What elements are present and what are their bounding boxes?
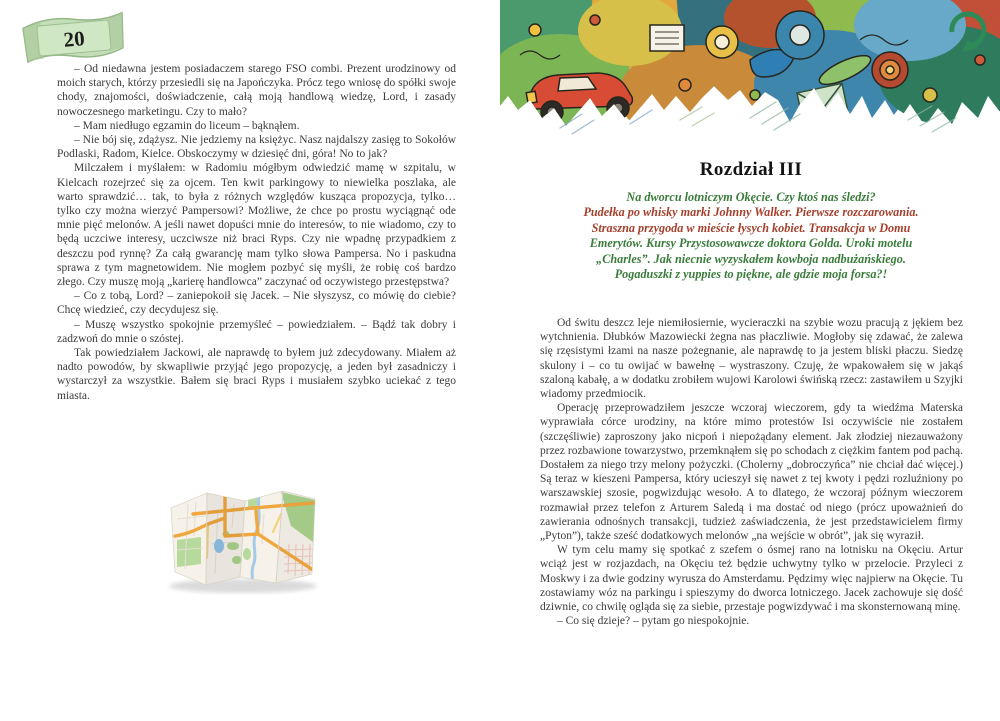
paragraph: – Mam niedługo egzamin do liceum – bąknąłem. [74,119,300,132]
doodle-banner-illustration [500,0,1000,142]
doodle-collage-icon [500,0,1000,142]
summary-line: Pudełka po whisky marki Johnny Walker. Pierwsze rozczarowania. [583,205,919,220]
banknote-icon [16,8,132,68]
summary-line: Pogaduszki z yuppies to piękne, ale gdzie moja forsa?! [614,267,888,282]
map-icon [163,484,323,598]
paragraph: W tym celu mamy się spotkać z szefem o ósmej rano na lotnisku na Okęciu. Artur wciąż jest w rozjazdach, na Okęciu też będzie uchwytny tylko w przelocie. Przyleci z Moskwy i za dwie godziny wyrusza do Amsterdamu. Pędzimy więc najpierw na Okęcie. Tu zostawiamy wóz na parkingu i spieszymy do dworca lotniczego. Jacek zachowuje się dość dziwnie, co chwilę ogląda się za siebie, przestaje pogwizdywać i ma skonsternowaną minę. [540,544,963,614]
left-page-text [57,62,456,403]
chapter-title: Rozdział III [699,158,803,180]
paragraph: Od świtu deszcz leje niemiłosiernie, wycieraczki na szybie wozu pracują z jękiem bez wytchnienia. Dłubków Mazowiecki żegna nas płaczliwie. Mogłoby się zdawać, że zalewa się rzęsistymi łzami na nasze pożegnanie, ale naprawdę to ja jestem bliski płaczu. Siedzę skulony i – co tu owijać w bawełnę – wystraszony. Czuję, że wpakowałem się w jakąś szaloną kabałę, a w dodatku zrobiłem wujowi Karolowi świńską rzecz: zastawiłem u Szyjki wiadomy przedmiocik. [540,317,963,401]
paragraph: – Muszę wszystko spokojnie przemyśleć – powiedziałem. – Bądź tak dobry i zadzwoń do mnie o szóstej. [57,318,456,345]
paragraph: Operację przeprowadziłem jeszcze wczoraj wieczorem, gdy ta wiedźma Materska wyprawiała córce urodziny, na które mimo protestów Isi oczywiście nie zostałem (szczęśliwie) zaproszony jako nicpoń i niepożądany element. Jak złodziej niezauważony przez rozbawione towarzystwo, przemknąłem się po schodach z ciężkim fantem pod pachą. Dostałem za niego trzy melony pożyczki. (Cholerny „dobroczyńca” nie chciał dać więcej.) Są teraz w kieszeni Pampersa, który ucieszył się nawet z tej kwoty i pędzi rozluźniony po warszawskiej szosie, pogwizdując wesoło. A to dlatego, że wczoraj późnym wieczorem rozmawiał przez telefon z Arturem Saledą i ma dostać od niego (prócz upoważnień do zawierania odnośnych transakcji, tudzież zaświadczenia, że jest przedstawicielem firmy „Pyton”), także sześć dodatkowych melonów „na wejście w obrót”, jak się wyraził. [540,402,963,543]
paragraph: – Od niedawna jestem posiadaczem starego FSO combi. Prezent urodzinowy od moich starych, którzy przesiedli się na Japończyka. Prócz tego wniosę do spółki swoje chody, znajomości, doświadczenie, całą moją handlową wiedzę, Lord, i zasady nowoczesnego marketingu. Czy to mało? [57,63,456,118]
banknote-page-number [16,8,132,68]
summary-line: „Charles”. Jak niecnie wyzyskałem kowboja nadbużańskiego. [596,251,906,266]
summary-line: Straszna przygoda w mieście łysych kobiet. Transakcja w Domu [591,220,911,235]
summary-line: Na dworcu lotniczym Okęcie. Czy ktoś nas śledzi? [626,190,876,204]
paragraph: – Co z tobą, Lord? – zaniepokoił się Jacek. – Nie słyszysz, co mówię do ciebie? Chcę wiedzieć, czy decydujesz się. [57,290,456,317]
right-page-text [540,316,963,628]
page-number-text: 20 [62,26,86,52]
paragraph: – Co się dzieje? – pytam go niespokojnie. [557,615,750,628]
folded-map-illustration [163,484,323,598]
paragraph: Tak powiedziałem Jackowi, ale naprawdę to byłem już zdecydowany. Miałem aż nadto powodów, by skwapliwie przyjąć jego propozycję, a jeden był zasadniczy i wystarczył za wszystkie. Bałem się braci Ryps i musiałem szybko uciekać z tego miasta. [57,347,456,402]
chapter-summary [528,190,974,282]
paragraph: Milczałem i myślałem: w Radomiu mógłbym odwiedzić mamę w szpitalu, w Kielcach rozejrzeć się za ojcem. Ten kwit parkingowy to niewielka poszlaka, ale warto sprawdzić… tak, to była z różnych względów kusząca propozycja, tylko… tylko czy można wierzyć Pampersowi? Możliwe, że chce po prostu wyciągnąć ode mnie pięć melonów. A jeśli nawet dopuści mnie do interesów, to nie wiadomo, czy to będą uczciwe interesy, uczciwsze niż braci Ryps. Czy nie wpadnę przypadkiem z deszczu pod rynnę? Za całą gwarancję mam tylko słowa Pampersa. No i paskudna sprawa z tym magnetowidem. Nie mogłem pozbyć się myśli, że robię coś bardzo złego. Czy muszę moją „karierę handlowca” zaczynać od oczywistego przestępstwa? [57,162,456,289]
paragraph: – Nie bój się, zdążysz. Nie jedziemy na księżyc. Nasz najdalszy zasięg to Sokołów Podlaski, Radom, Kielce. Obskoczymy w dziesięć dni, góra! No to jak? [57,134,456,161]
summary-line: Emerytów. Kursy Przystosowawcze doktora Golda. Uroki motelu [589,236,913,251]
